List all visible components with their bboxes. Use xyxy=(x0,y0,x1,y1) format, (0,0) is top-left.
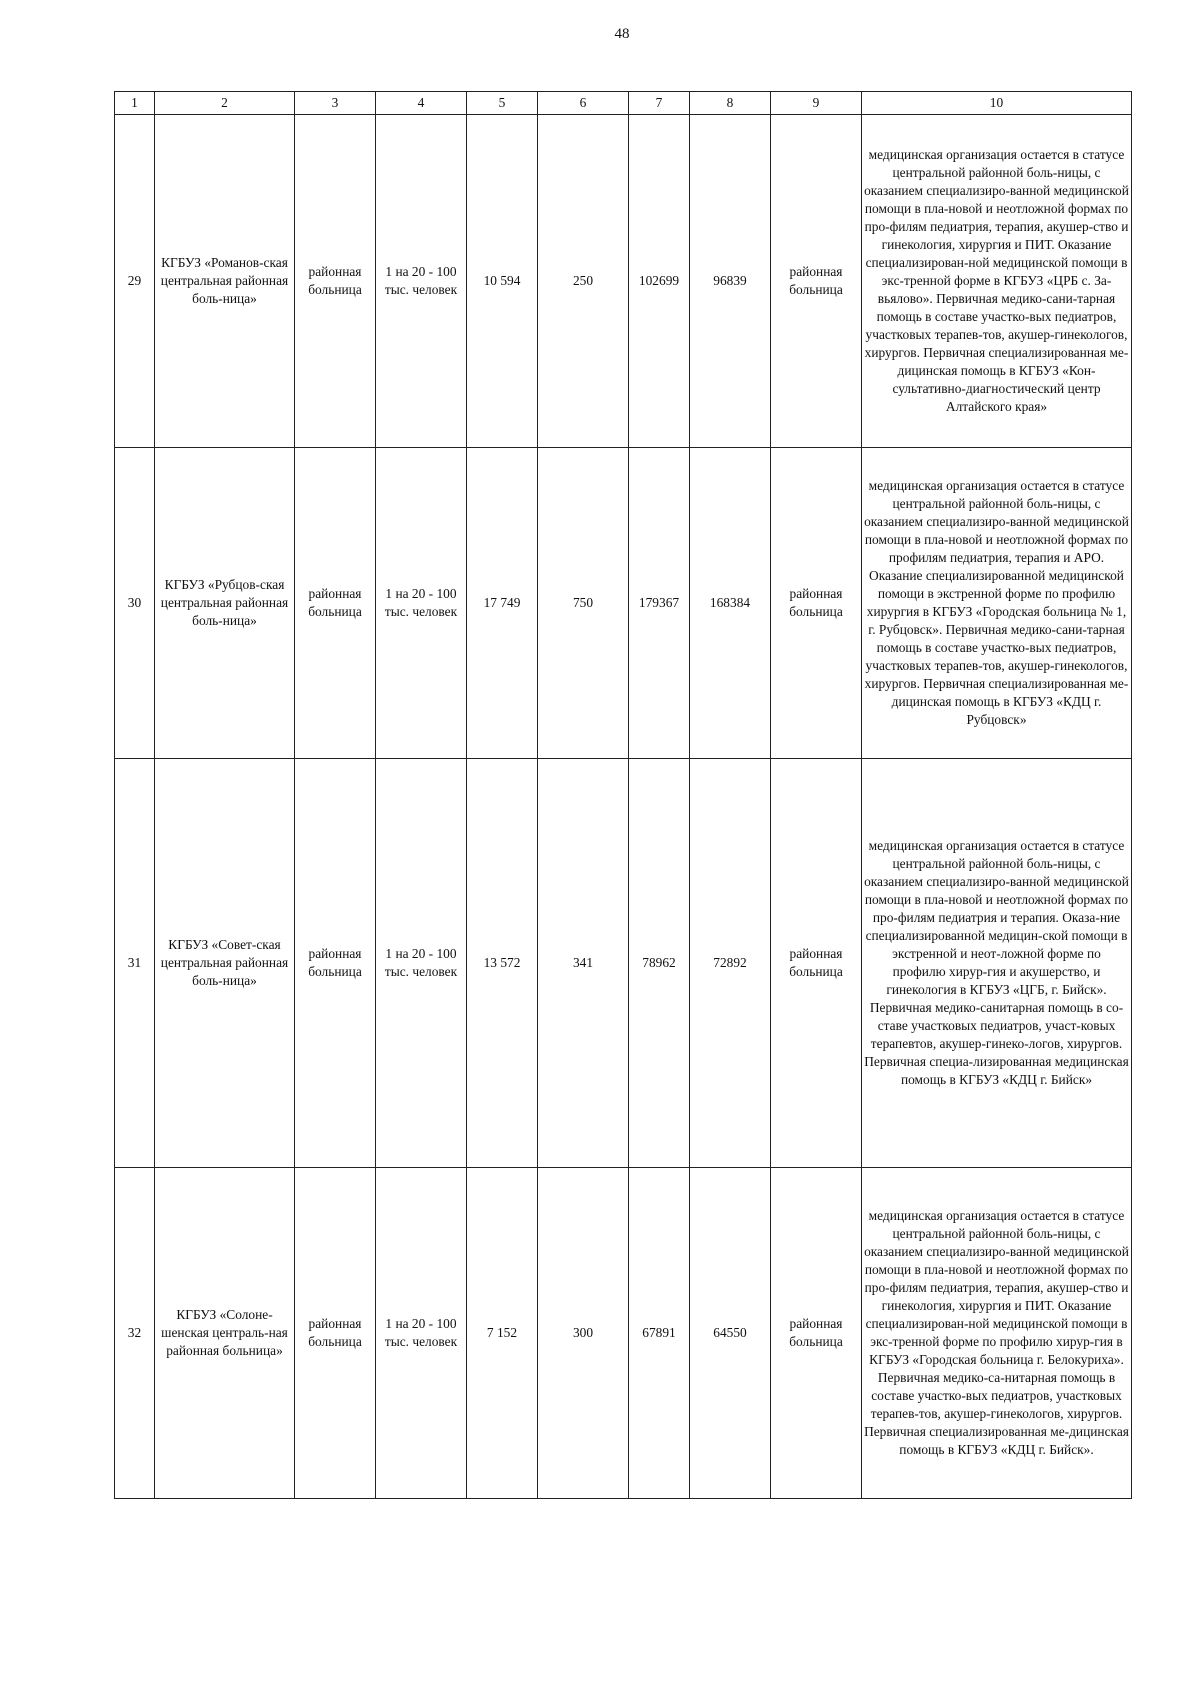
column-header: 10 xyxy=(862,92,1132,115)
population: 10 594 xyxy=(467,115,538,448)
table-row xyxy=(115,448,1132,759)
organization-name: КГБУЗ «Рубцов-ская центральная районная боль-ница» xyxy=(155,448,295,759)
column-header: 7 xyxy=(629,92,690,115)
table-row xyxy=(115,1168,1132,1499)
population: 13 572 xyxy=(467,759,538,1168)
column-header: 1 xyxy=(115,92,155,115)
organization-level: районная больница xyxy=(771,115,862,448)
column-header: 5 xyxy=(467,92,538,115)
organization-type: районная больница xyxy=(295,115,376,448)
column-8-value: 64550 xyxy=(690,1168,771,1499)
column-header: 6 xyxy=(538,92,629,115)
column-6-value: 750 xyxy=(538,448,629,759)
organization-level: районная больница xyxy=(771,1168,862,1499)
page-number: 48 xyxy=(614,26,630,42)
column-6-value: 250 xyxy=(538,115,629,448)
column-7-value: 78962 xyxy=(629,759,690,1168)
column-7-value: 67891 xyxy=(629,1168,690,1499)
column-6-value: 300 xyxy=(538,1168,629,1499)
table-row xyxy=(115,115,1132,448)
column-7-value: 102699 xyxy=(629,115,690,448)
organization-type: районная больница xyxy=(295,448,376,759)
column-header: 3 xyxy=(295,92,376,115)
organization-type: районная больница xyxy=(295,1168,376,1499)
organization-type: районная больница xyxy=(295,759,376,1168)
column-header: 9 xyxy=(771,92,862,115)
column-header-row xyxy=(115,92,1132,115)
coverage-norm: 1 на 20 - 100 тыс. человек xyxy=(376,759,467,1168)
column-header: 4 xyxy=(376,92,467,115)
coverage-norm: 1 на 20 - 100 тыс. человек xyxy=(376,448,467,759)
row-number: 30 xyxy=(115,448,155,759)
organization-name: КГБУЗ «Романов-ская центральная районная боль-ница» xyxy=(155,115,295,448)
column-6-value: 341 xyxy=(538,759,629,1168)
column-header: 8 xyxy=(690,92,771,115)
row-number: 31 xyxy=(115,759,155,1168)
population: 17 749 xyxy=(467,448,538,759)
organization-level: районная больница xyxy=(771,448,862,759)
row-number: 29 xyxy=(115,115,155,448)
column-8-value: 168384 xyxy=(690,448,771,759)
organization-name: КГБУЗ «Совет-ская центральная районная боль-ница» xyxy=(155,759,295,1168)
registry-table xyxy=(114,91,1132,1499)
notes: медицинская организация остается в статусе центральной районной боль-ницы, с оказанием специализиро-ванной медицинской помощи в пла-новой и неотложной формах по профилям педиатрия, терапия и АРО. Оказание специализированной медицинской помощи в экстренной форме по профилю хирургия в КГБУЗ «Городская больница № 1, г. Рубцовск». Первичная медико-сани-тарная помощь в составе участко-вых педиатров, участковых терапев-тов, акушер-гинекологов, хирургов. Первичная специализированная ме-дицинская помощь в КГБУЗ «КДЦ г. Рубцовск» xyxy=(862,448,1132,759)
table-row xyxy=(115,759,1132,1168)
notes: медицинская организация остается в статусе центральной районной боль-ницы, с оказанием специализиро-ванной медицинской помощи в пла-новой и неотложной формах по про-филям педиатрия, терапия, акушер-ство и гинекология, хирургия и ПИТ. Оказание специализирован-ной медицинской помощи в экс-тренной форме по профилю хирур-гия в КГБУЗ «Городская больница г. Белокуриха». Первичная медико-са-нитарная помощь в составе участко-вых педиатров, участковых терапев-тов, акушер-гинекологов, хирургов. Первичная специализированная ме-дицинская помощь в КГБУЗ «КДЦ г. Бийск». xyxy=(862,1168,1132,1499)
organization-name: КГБУЗ «Солоне-шенская централь-ная районная больница» xyxy=(155,1168,295,1499)
column-8-value: 96839 xyxy=(690,115,771,448)
coverage-norm: 1 на 20 - 100 тыс. человек xyxy=(376,115,467,448)
coverage-norm: 1 на 20 - 100 тыс. человек xyxy=(376,1168,467,1499)
notes: медицинская организация остается в статусе центральной районной боль-ницы, с оказанием специализиро-ванной медицинской помощи в пла-новой и неотложной формах по про-филям педиатрия, терапия, акушер-ство и гинекология, хирургия и ПИТ. Оказание специализирован-ной медицинской помощи в экс-тренной форме в КГБУЗ «ЦРБ с. За-вьялово». Первичная медико-сани-тарная помощь в составе участко-вых педиатров, участковых терапев-тов, акушер-гинекологов, хирургов. Первичная специализированная ме-дицинская помощь в КГБУЗ «Кон-сультативно-диагностический центр Алтайского края» xyxy=(862,115,1132,448)
column-header: 2 xyxy=(155,92,295,115)
notes: медицинская организация остается в статусе центральной районной боль-ницы, с оказанием специализиро-ванной медицинской помощи в пла-новой и неотложной формах по про-филям педиатрия и терапия. Оказа-ние специализированной медицин-ской помощи в экстренной и неот-ложной форме по профилю хирур-гия и акушерство, и гинекология в КГБУЗ «ЦГБ, г. Бийск». Первичная медико-санитарная помощь в со-ставе участковых педиатров, участ-ковых терапевтов, акушер-гинеко-логов, хирургов. Первичная специа-лизированная медицинская помощь в КГБУЗ «КДЦ г. Бийск» xyxy=(862,759,1132,1168)
column-7-value: 179367 xyxy=(629,448,690,759)
row-number: 32 xyxy=(115,1168,155,1499)
column-8-value: 72892 xyxy=(690,759,771,1168)
population: 7 152 xyxy=(467,1168,538,1499)
organization-level: районная больница xyxy=(771,759,862,1168)
